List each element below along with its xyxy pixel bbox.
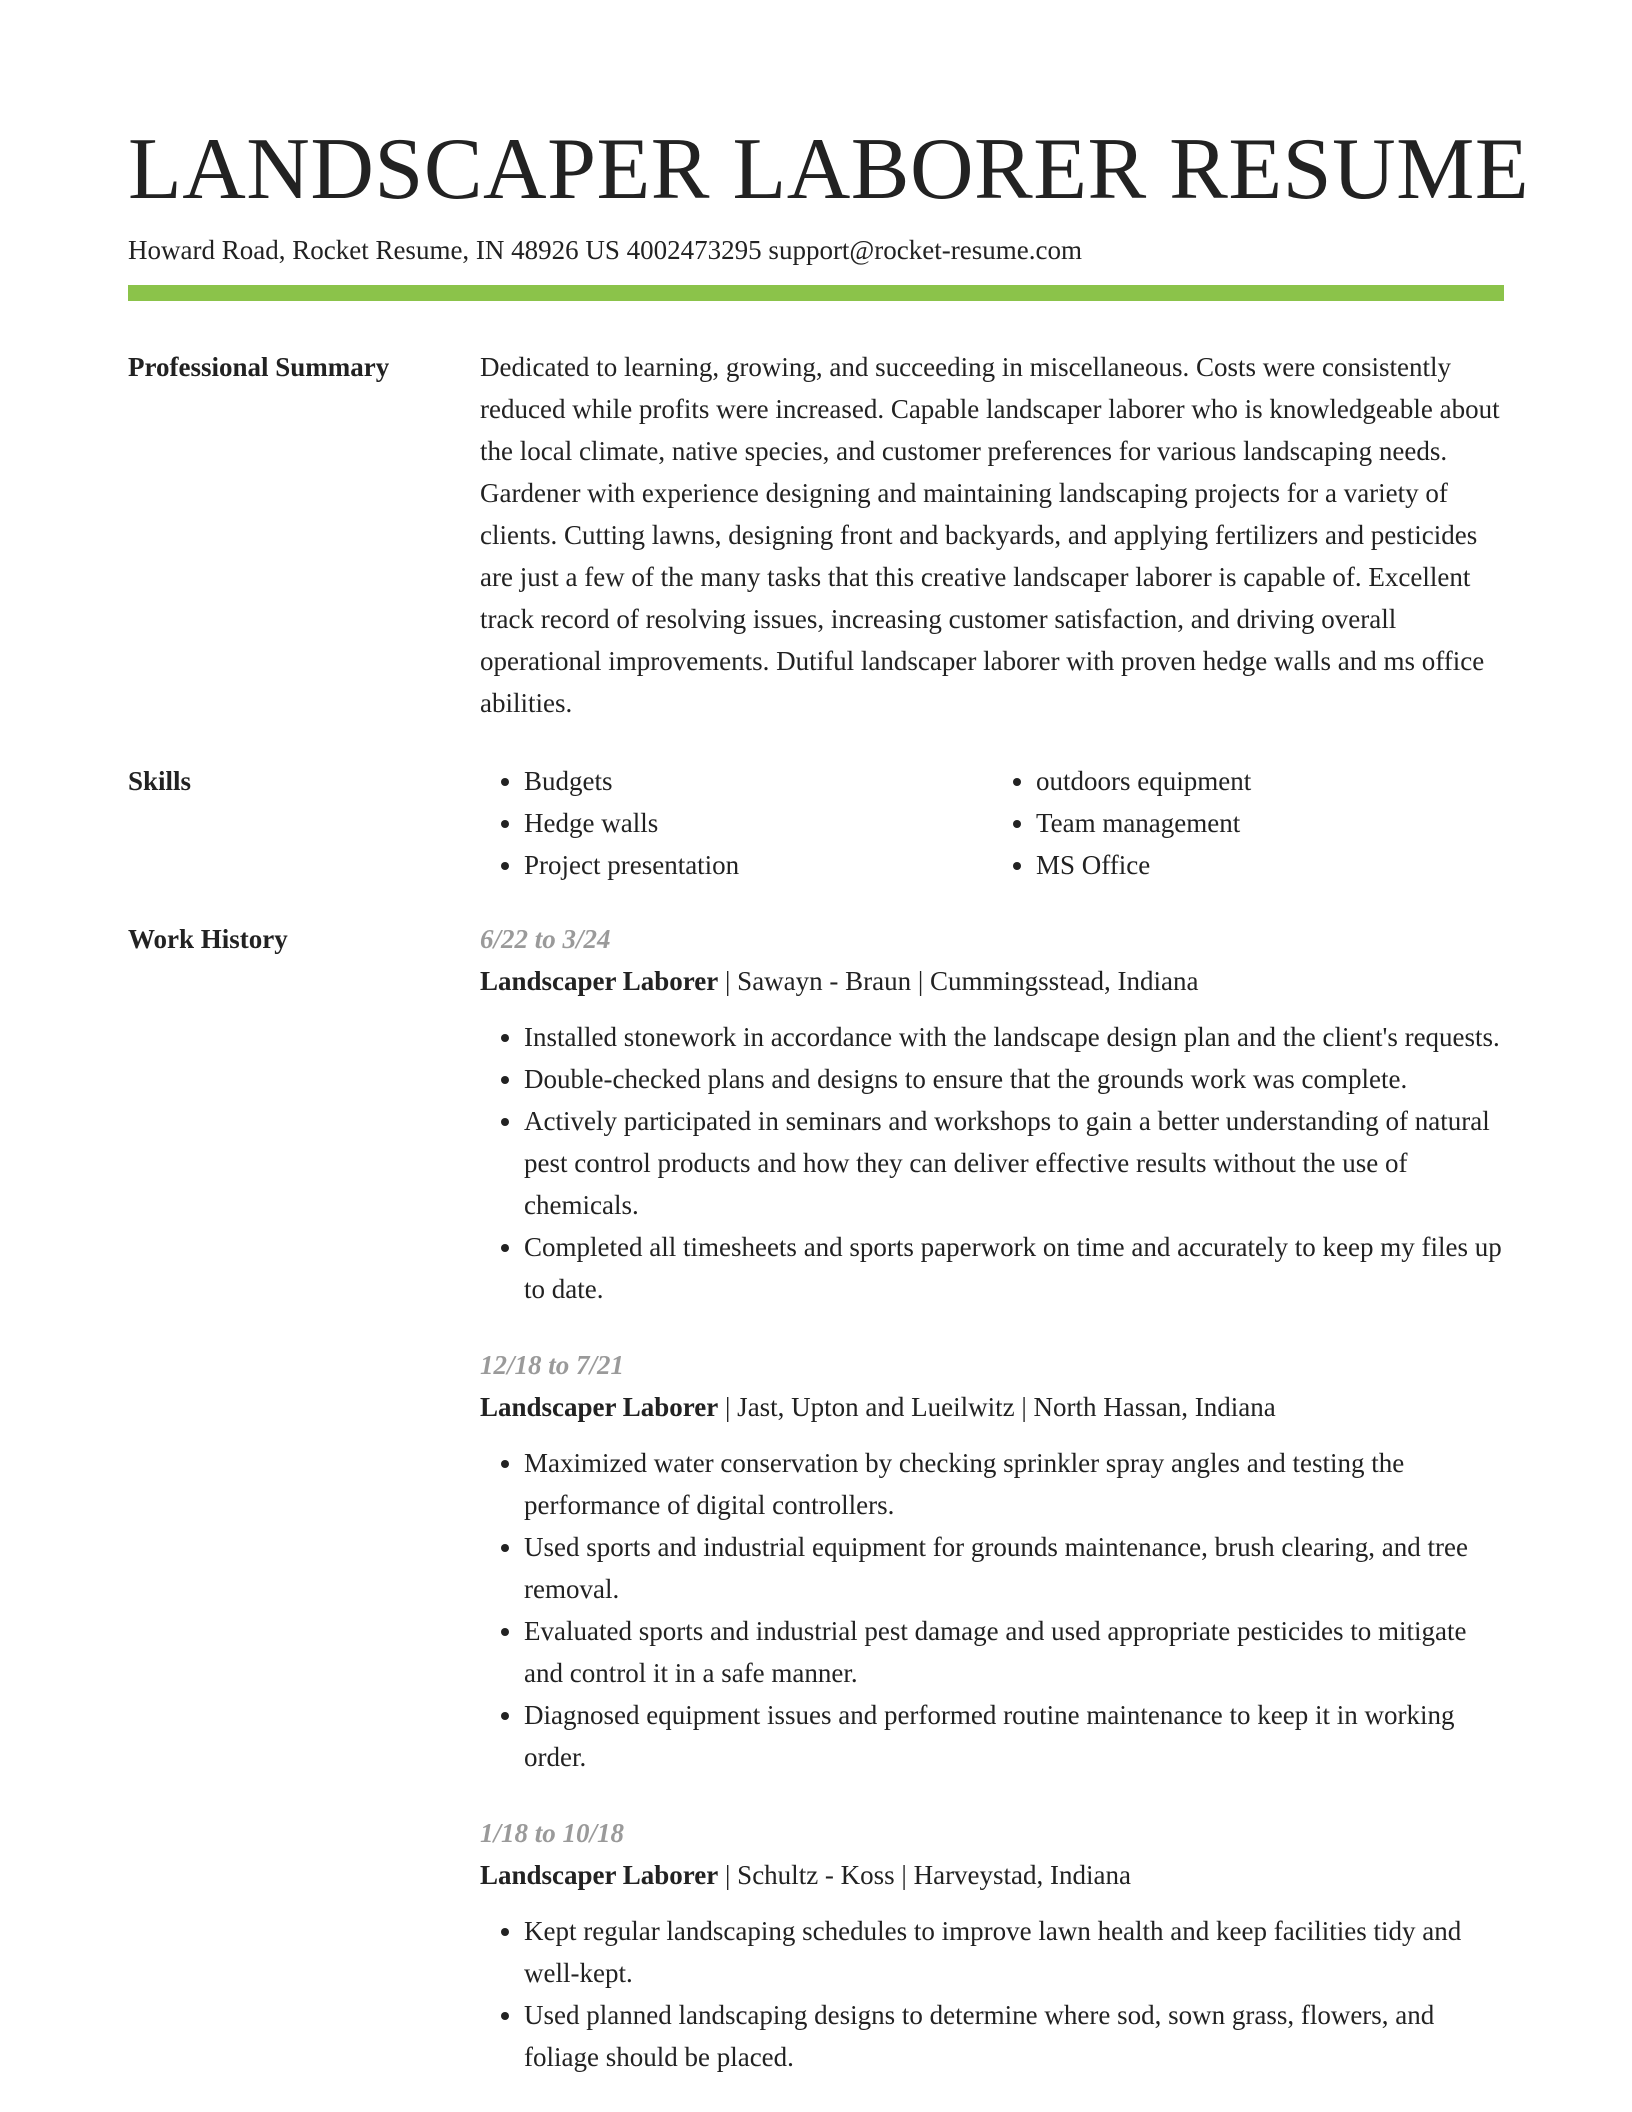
skills-label: Skills [128, 766, 192, 796]
job-title: Landscaper Laborer [480, 1392, 719, 1422]
job-title: Landscaper Laborer [480, 1860, 719, 1890]
job-bullets [480, 1016, 1504, 1310]
skills-columns [480, 760, 1504, 886]
job-entry [480, 1344, 1504, 1778]
job-bullet: • Double-checked plans and designs to ensure that the grounds work was complete. [524, 1058, 1504, 1100]
job-header [480, 1386, 1504, 1428]
job-bullet: • Completed all timesheets and sports paperwork on time and accurately to keep my files up to date. [524, 1226, 1504, 1310]
job-bullet: • Maximized water conservation by checking sprinkler spray angles and testing the performance of digital controllers. [524, 1442, 1504, 1526]
job-bullet: • Evaluated sports and industrial pest damage and used appropriate pesticides to mitigate and control it in a safe manner. [524, 1610, 1504, 1694]
job-dates: 1/18 to 10/18 [480, 1818, 625, 1848]
skill-item: • MS Office [1036, 844, 1504, 886]
resume-title: LANDSCAPER LABORER RESUME [128, 121, 1530, 218]
job-bullet: • Installed stonework in accordance with the landscape design plan and the client's requests. [524, 1016, 1504, 1058]
job-details: | Schultz - Koss | Harveystad, Indiana [718, 1860, 1131, 1890]
job-entry [480, 1812, 1504, 2078]
skills-body [480, 760, 1504, 886]
summary-text: Dedicated to learning, growing, and succeeding in miscellaneous. Costs were consistently reduced while profits were increased. Capable landscaper laborer who is knowledgeable about the local climate, native species, and customer preferences for various landscaping needs. Gardener with experience designing and maintaining landscaping projects for a variety of clients. Cutting lawns, designing front and backyards, and applying fertilizers and pesticides are just a few of the many tasks that this creative landscaper laborer is capable of. Excellent track record of resolving issues, increasing customer satisfaction, and driving overall operational improvements. Dutiful landscaper laborer with proven hedge walls and ms office abilities. [480, 352, 1500, 718]
job-dates: 6/22 to 3/24 [480, 924, 611, 954]
job-title: Landscaper Laborer [480, 966, 719, 996]
work-history-body [480, 918, 1504, 2112]
job-bullet: • Actively participated in seminars and workshops to gain a better understanding of natural pest control products and how they can deliver effective results without the use of chemicals. [524, 1100, 1504, 1226]
work-history-label: Work History [128, 924, 288, 954]
skill-item: • Budgets [524, 760, 992, 802]
job-details: | Sawayn - Braun | Cummingsstead, Indiana [718, 966, 1199, 996]
skills-list-right [992, 760, 1504, 886]
skill-item: • Hedge walls [524, 802, 992, 844]
job-bullet: • Diagnosed equipment issues and performed routine maintenance to keep it in working order. [524, 1694, 1504, 1778]
accent-divider [128, 285, 1504, 301]
contact-line: Howard Road, Rocket Resume, IN 48926 US 4002473295 support@rocket-resume.com [128, 235, 1082, 265]
job-bullets [480, 1910, 1504, 2078]
job-header [480, 960, 1504, 1002]
job-header [480, 1854, 1504, 1896]
summary-label: Professional Summary [128, 352, 390, 382]
skill-item: • outdoors equipment [1036, 760, 1504, 802]
summary-body [480, 346, 1504, 724]
skill-item: • Project presentation [524, 844, 992, 886]
job-bullet: • Used sports and industrial equipment for grounds maintenance, brush clearing, and tree removal. [524, 1526, 1504, 1610]
job-entry [480, 918, 1504, 1310]
skills-list-left [480, 760, 992, 886]
job-details: | Jast, Upton and Lueilwitz | North Hassan, Indiana [718, 1392, 1276, 1422]
job-dates: 12/18 to 7/21 [480, 1350, 625, 1380]
job-bullet: • Used planned landscaping designs to determine where sod, sown grass, flowers, and foliage should be placed. [524, 1994, 1504, 2078]
skill-item: • Team management [1036, 802, 1504, 844]
job-bullet: • Kept regular landscaping schedules to improve lawn health and keep facilities tidy and well-kept. [524, 1910, 1504, 1994]
job-bullets [480, 1442, 1504, 1778]
